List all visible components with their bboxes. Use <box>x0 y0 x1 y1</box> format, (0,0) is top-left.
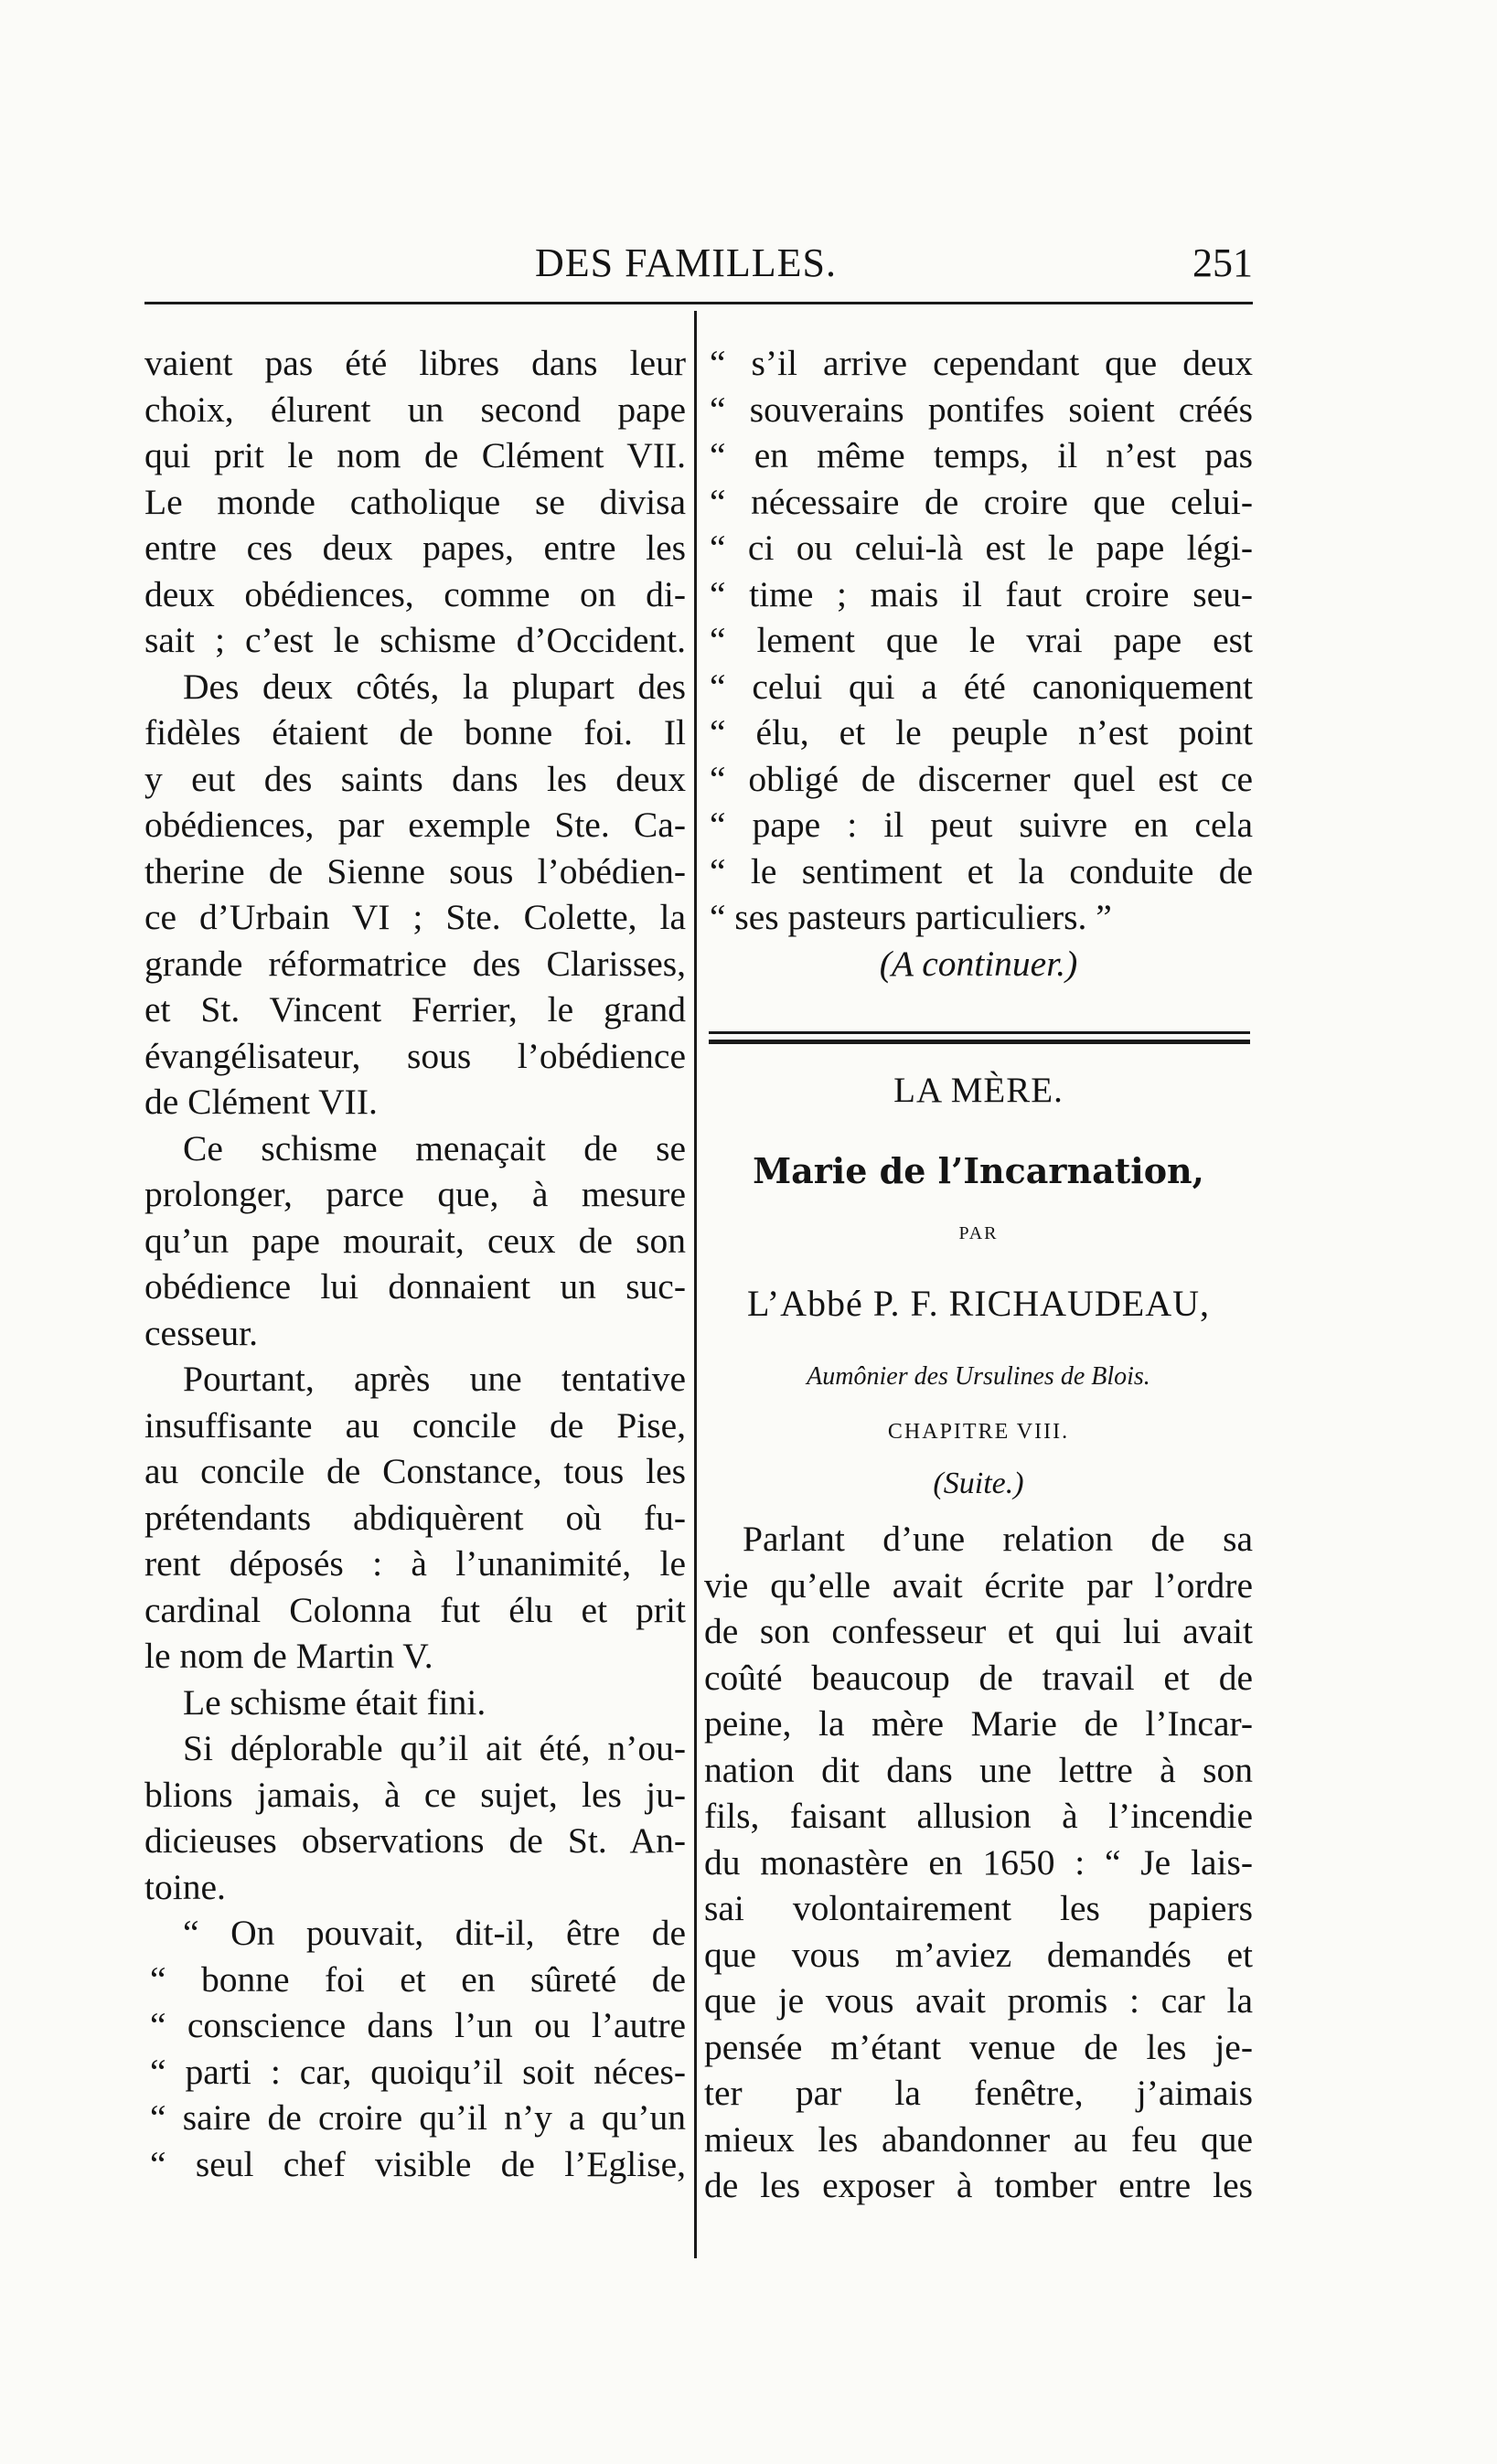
text-line: “ souverains pontifes soient créés <box>710 389 1253 430</box>
text-line: therine de Sienne sous l’obédien- <box>144 850 686 891</box>
text-line: rent déposés : à l’unanimité, le <box>144 1543 686 1584</box>
chapter-heading: CHAPITRE VIII. <box>887 1420 1070 1444</box>
text-line: cardinal Colonna fut élu et prit <box>144 1589 686 1630</box>
text-line: “ celui qui a été canoniquement <box>710 666 1253 707</box>
text-line: prétendants abdiquèrent où fu- <box>144 1497 686 1538</box>
text-line: Le monde catholique se divisa <box>144 481 686 522</box>
text-line: du monastère en 1650 : “ Je lais- <box>704 1841 1253 1883</box>
section-rule <box>709 1031 1250 1034</box>
left-column <box>144 340 686 2187</box>
text-line: grande réformatrice des Clarisses, <box>144 943 686 984</box>
text-line: “ ci ou celui-là est le pape légi- <box>710 528 1253 568</box>
article-subtitle: Marie de l’Incarnation, <box>753 1150 1204 1191</box>
text-line: Parlant d’une relation de sa <box>743 1519 1253 1559</box>
text-line: et St. Vincent Ferrier, le grand <box>144 989 686 1029</box>
text-line: que vous m’aviez demandés et <box>704 1934 1253 1975</box>
text-line: Le schisme était fini. <box>183 1681 487 1723</box>
text-line: vaient pas été libres dans leur <box>144 343 686 383</box>
text-line: entre ces deux papes, entre les <box>144 528 686 568</box>
text-line: nation dit dans une lettre à son <box>704 1749 1253 1790</box>
suite-label: (Suite.) <box>933 1467 1024 1500</box>
text-line: ter par la fenêtre, j’aimais <box>704 2073 1253 2113</box>
text-line: sait ; c’est le schisme d’Occident. <box>144 620 686 660</box>
text-line: Ce schisme menaçait de se <box>183 1127 686 1168</box>
text-line: au concile de Constance, tous les <box>144 1451 686 1491</box>
column-divider <box>694 311 697 2258</box>
text-line: insuffisante au concile de Pise, <box>144 1404 686 1445</box>
text-line: “ ses pasteurs particuliers. ” <box>710 897 1112 937</box>
text-line: “ conscience dans l’un ou l’autre <box>150 2005 686 2045</box>
text-line: “ saire de croire qu’il n’y a qu’un <box>150 2097 686 2138</box>
text-line: de Clément VII. <box>144 1082 378 1122</box>
right-column <box>704 340 1253 987</box>
text-line: “ obligé de discerner quel est ce <box>710 758 1253 799</box>
to-be-continued: (A continuer.) <box>879 943 1078 984</box>
text-line: “ bonne foi et en sûreté de <box>150 1958 686 2000</box>
article-author: L’Abbé P. F. RICHAUDEAU, <box>746 1283 1210 1324</box>
text-line: “ parti : car, quoiqu’il soit néces- <box>150 2051 686 2092</box>
text-line: deux obédiences, comme on di- <box>144 573 686 614</box>
byline-par: PAR <box>958 1223 999 1243</box>
text-line: “ pape : il peut suivre en cela <box>710 805 1253 845</box>
text-line: prolonger, parce que, à mesure <box>144 1174 686 1214</box>
section-rule <box>709 1040 1250 1044</box>
article-title: LA MÈRE. <box>893 1071 1064 1110</box>
text-line: obédiences, par exemple Ste. Ca- <box>144 805 686 845</box>
author-affiliation: Aumônier des Ursulines de Blois. <box>807 1362 1150 1391</box>
text-line: “ s’il arrive cependant que deux <box>710 343 1253 383</box>
text-line: pensée m’étant venue de les je- <box>704 2026 1253 2067</box>
text-line: de son confesseur et qui lui avait <box>704 1611 1253 1651</box>
text-line: Si déplorable qu’il ait été, n’ou- <box>183 1728 686 1768</box>
text-line: choix, élurent un second pape <box>144 389 686 430</box>
text-line: de les exposer à tomber entre les <box>704 2165 1253 2205</box>
text-line: dicieuses observations de St. An- <box>144 1820 686 1861</box>
text-line: blions jamais, à ce sujet, les ju- <box>144 1774 686 1815</box>
text-line: “ élu, et le peuple n’est point <box>710 712 1253 752</box>
text-line: évangélisateur, sous l’obédience <box>144 1035 686 1076</box>
header-rule <box>144 302 1253 304</box>
text-line: “ en même temps, il n’est pas <box>710 435 1253 475</box>
text-line: peine, la mère Marie de l’Incar- <box>704 1703 1253 1744</box>
text-line: coûté beaucoup de travail et de <box>704 1657 1253 1698</box>
text-line: fils, faisant allusion à l’incendie <box>704 1796 1253 1836</box>
running-header: DES FAMILLES. <box>535 240 837 285</box>
text-line: “ time ; mais il faut croire seu- <box>710 573 1253 614</box>
page-number: 251 <box>1192 240 1253 285</box>
text-line: le nom de Martin V. <box>144 1636 433 1676</box>
text-line: Des deux côtés, la plupart des <box>183 666 686 707</box>
text-line: que je vous avait promis : car la <box>704 1980 1253 2021</box>
text-line: “ nécessaire de croire que celui- <box>710 481 1253 522</box>
article-body <box>704 1516 1253 2209</box>
text-line: ce d’Urbain VI ; Ste. Colette, la <box>144 897 686 937</box>
text-line: sai volontairement les papiers <box>704 1888 1253 1928</box>
text-line: qu’un pape mourait, ceux de son <box>144 1220 686 1261</box>
text-line: y eut des saints dans les deux <box>144 758 686 799</box>
text-line: obédience lui donnaient un suc- <box>144 1266 686 1307</box>
text-line: mieux les abandonner au feu que <box>704 2118 1253 2160</box>
text-line: qui prit le nom de Clément VII. <box>144 435 686 475</box>
text-line: fidèles étaient de bonne foi. Il <box>144 712 686 752</box>
text-line: vie qu’elle avait écrite par l’ordre <box>704 1564 1253 1605</box>
text-line: “ le sentiment et la conduite de <box>710 850 1253 891</box>
text-line: toine. <box>144 1866 226 1907</box>
text-line: “ On pouvait, dit-il, être de <box>183 1913 686 1953</box>
text-line: cesseur. <box>144 1312 258 1353</box>
text-line: Pourtant, après une tentative <box>183 1359 686 1399</box>
text-line: “ lement que le vrai pape est <box>710 620 1253 660</box>
text-line: “ seul chef visible de l’Eglise, <box>150 2143 686 2184</box>
